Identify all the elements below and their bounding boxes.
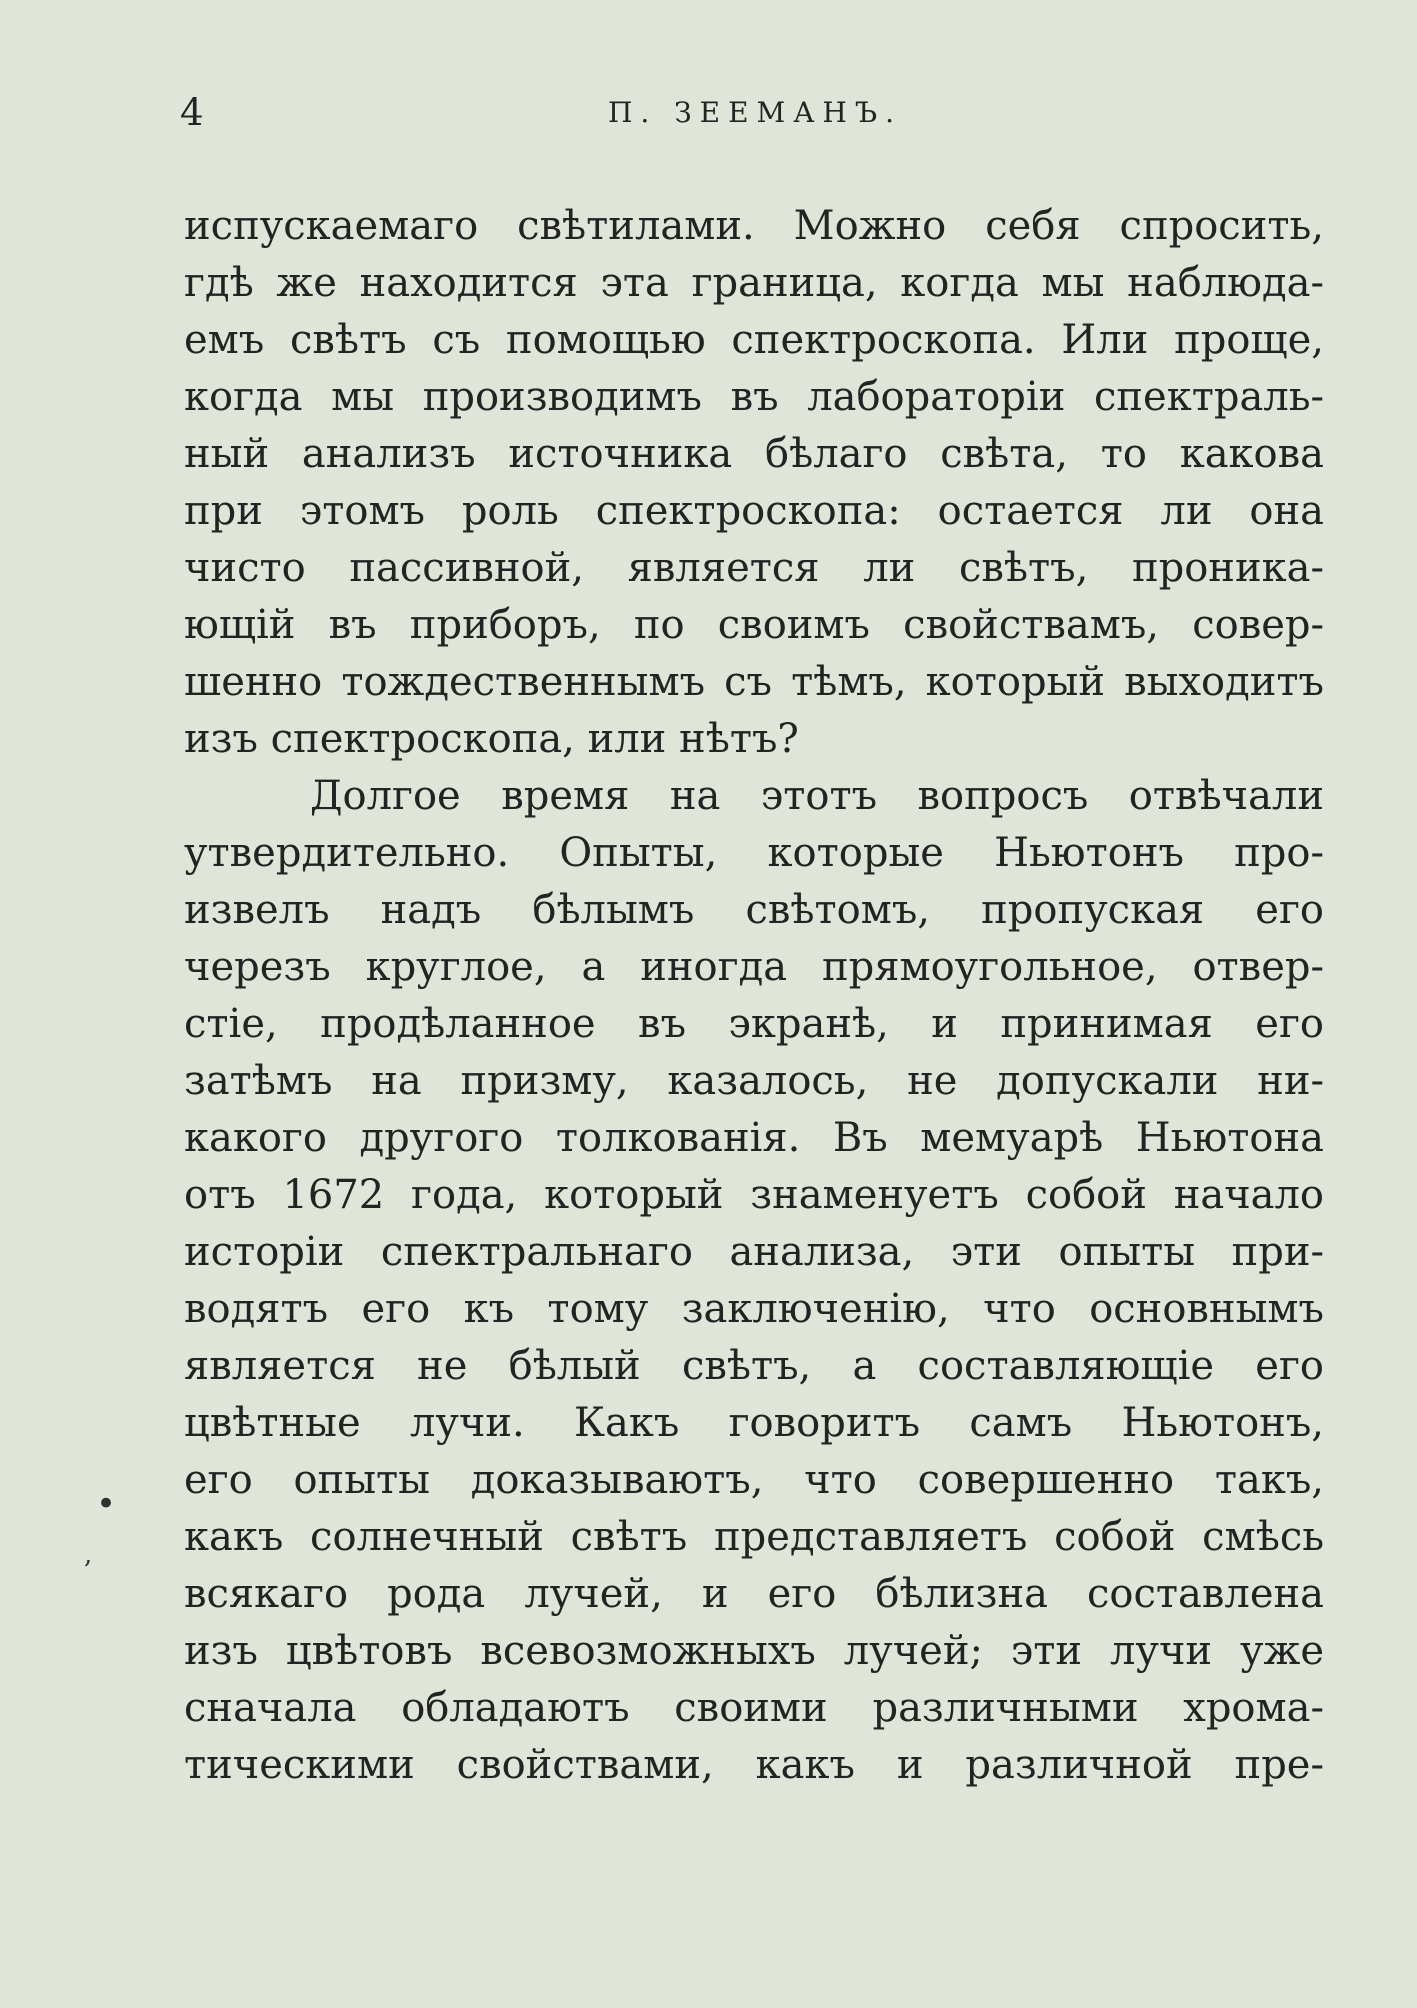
paragraph-end-line: изъ спектроскопа, или нѣтъ? [184,716,799,762]
text-line: водятъ его къ тому заключенію, что основнымъ [184,1286,1324,1332]
text-line: при этомъ роль спектроскопа: остается ли она [184,488,1324,534]
text-line: испускаемаго свѣтилами. Можно себя спросить, [184,203,1324,249]
text-line: тическими свойствами, какъ и различной пре- [184,1742,1324,1788]
text-line: изъ цвѣтовъ всевозможныхъ лучей; эти лучи уже [184,1628,1324,1674]
page-number: 4 [180,91,204,134]
text-line: черезъ круглое, а иногда прямоугольное, отвер- [184,944,1324,990]
text-line: всякаго рода лучей, и его бѣлизна составлена [184,1571,1324,1617]
text-line: чисто пассивной, является ли свѣтъ, проника- [184,545,1324,591]
running-head: П. ЗЕЕМАНЪ. [608,96,902,129]
ink-speck: , [84,1540,93,1570]
ink-speck: • [96,1484,117,1524]
paragraph-start-line: Долгое время на этотъ вопросъ отвѣчали [310,773,1324,819]
body-text [184,198,1324,1794]
text-line: извелъ надъ бѣлымъ свѣтомъ, пропуская его [184,887,1324,933]
text-line: какого другого толкованія. Въ мемуарѣ Ньютона [184,1115,1324,1161]
text-line: затѣмъ на призму, казалось, не допускали ни- [184,1058,1324,1104]
page-header [180,88,1330,138]
text-line: является не бѣлый свѣтъ, а составляющіе его [184,1343,1324,1389]
text-line: отъ 1672 года, который знаменуетъ собой начало [184,1172,1324,1218]
text-line: ющій въ приборъ, по своимъ свойствамъ, совер- [184,602,1324,648]
text-line: цвѣтные лучи. Какъ говоритъ самъ Ньютонъ, [184,1400,1324,1446]
text-line: исторіи спектральнаго анализа, эти опыты при- [184,1229,1324,1275]
text-line: сначала обладаютъ своими различными хрома- [184,1685,1324,1731]
text-line: утвердительно. Опыты, которые Ньютонъ про- [184,830,1324,876]
text-line: стіе, продѣланное въ экранѣ, и принимая его [184,1001,1324,1047]
text-line: какъ солнечный свѣтъ представляетъ собой смѣсь [184,1514,1324,1560]
text-line: ный анализъ источника бѣлаго свѣта, то какова [184,431,1324,477]
text-line: шенно тождественнымъ съ тѣмъ, который выходитъ [184,659,1324,705]
text-line: гдѣ же находится эта граница, когда мы наблюда- [184,260,1324,306]
text-line: емъ свѣтъ съ помощью спектроскопа. Или проще, [184,317,1324,363]
text-line: когда мы производимъ въ лабораторіи спектраль- [184,374,1324,420]
text-line: его опыты доказываютъ, что совершенно такъ, [184,1457,1324,1503]
